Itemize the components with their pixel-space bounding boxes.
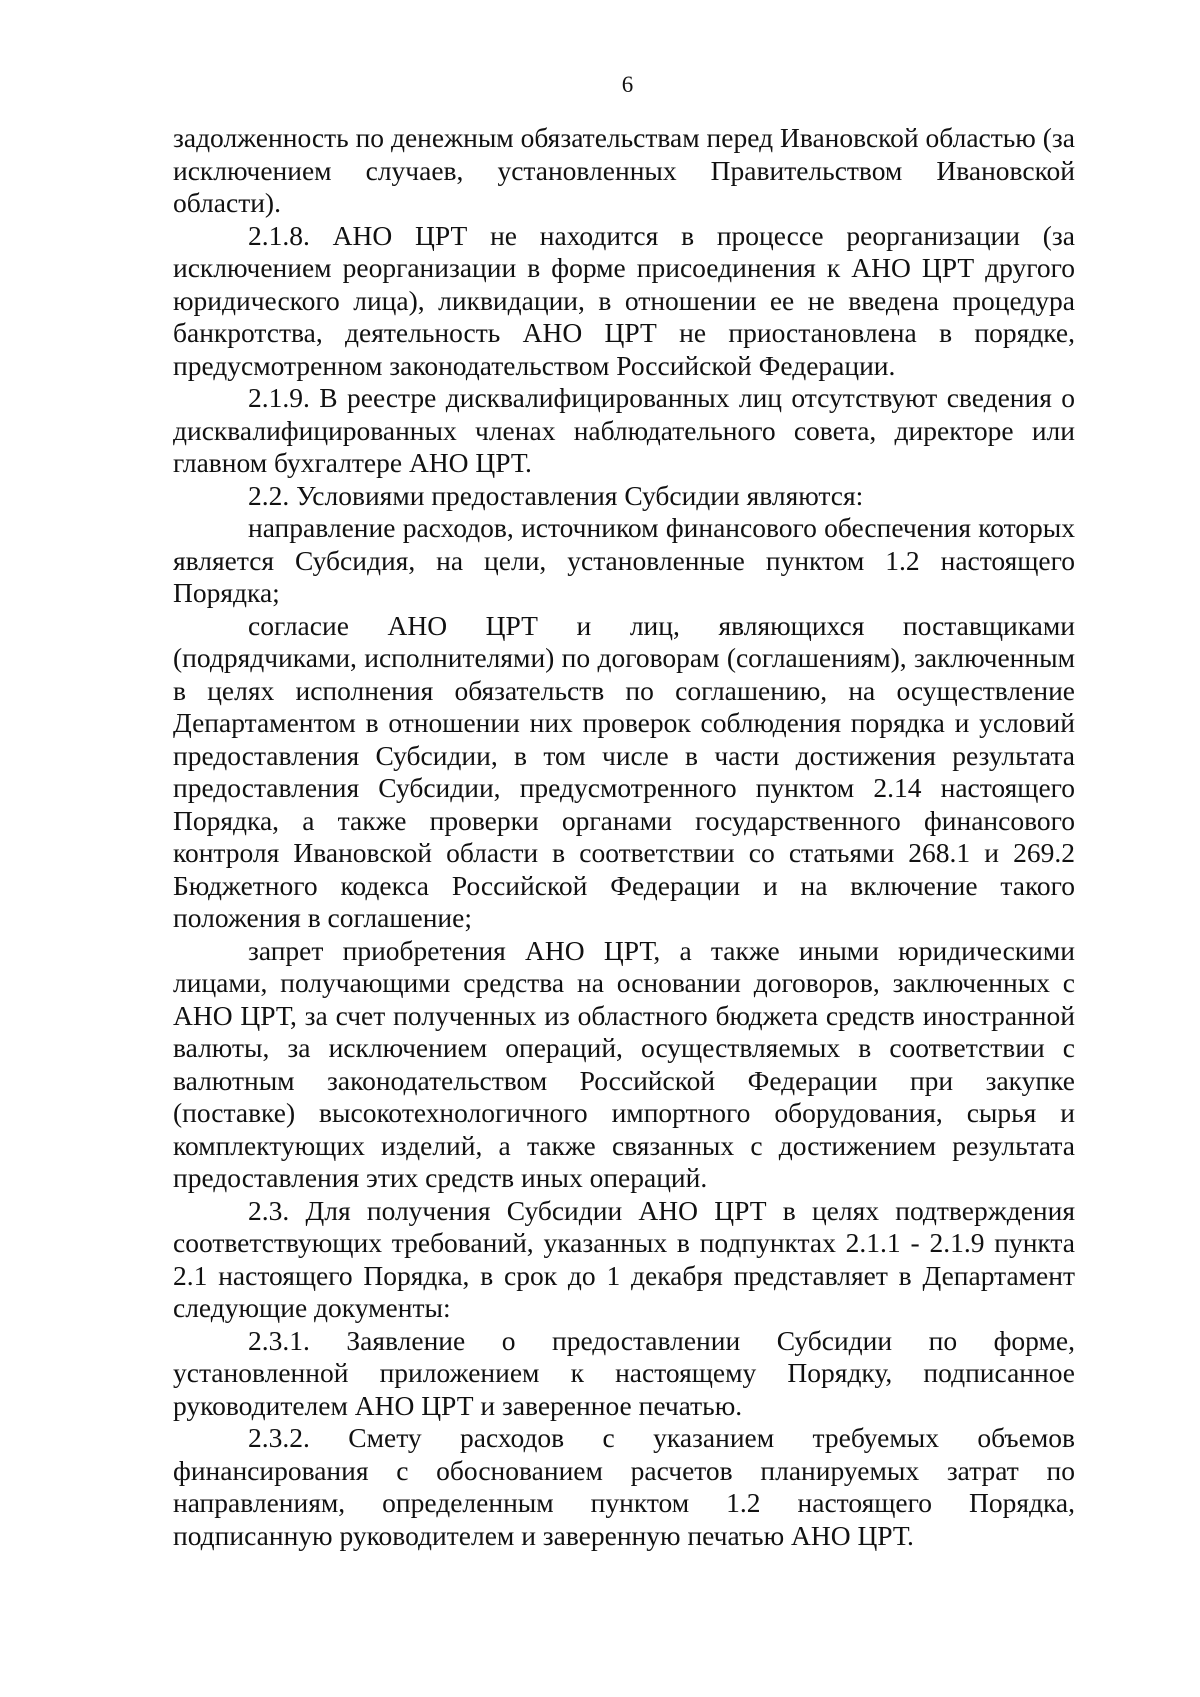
- paragraph-2-1-8: 2.1.8. АНО ЦРТ не находится в процессе реорганизации (за исключением реорганизации в форме присоединения к АНО ЦРТ другого юридического лица), ликвидации, в отношении ее не введена процедура банкротства, деятельность АНО ЦРТ не приостановлена в порядке, предусмотренном законодательством Российской Федерации.: [173, 219, 1075, 381]
- paragraph-2-1-9: 2.1.9. В реестре дисквалифицированных лиц отсутствуют сведения о дисквалифицированных членах наблюдательного совета, директоре или главном бухгалтере АНО ЦРТ.: [173, 382, 1075, 478]
- paragraph-2-3-1: 2.3.1. Заявление о предоставлении Субсидии по форме, установленной приложением к настоящему Порядку, подписанное руководителем АНО ЦРТ и заверенное печатью.: [173, 1324, 1075, 1421]
- paragraph-2-3-2: 2.3.2. Смету расходов с указанием требуемых объемов финансирования с обоснованием расчетов планируемых затрат по направлениям, определенным пунктом 1.2 настоящего Порядка, подписанную руководителем и заверенную печатью АНО ЦРТ.: [173, 1422, 1075, 1551]
- document-body: [173, 122, 1075, 1552]
- paragraph-2-3: 2.3. Для получения Субсидии АНО ЦРТ в целях подтверждения соответствующих требований, указанных в подпунктах 2.1.1 - 2.1.9 пункта 2.1 настоящего Порядка, в срок до 1 декабря представляет в Департамент следующие документы:: [173, 1194, 1075, 1323]
- paragraph-2-2: 2.2. Условиями предоставления Субсидии являются:: [248, 479, 864, 511]
- paragraph-expense-direction: направление расходов, источником финансового обеспечения которых является Субсидия, на цели, установленные пунктом 1.2 настоящего Порядка;: [173, 512, 1075, 608]
- page-number: 6: [621, 72, 634, 97]
- paragraph-consent-to-checks: согласие АНО ЦРТ и лиц, являющихся поставщиками (подрядчиками, исполнителями) по договорам (соглашениям), заключенным в целях исполнения обязательств по соглашению, на осуществление Департаментом в отношении них проверок соблюдения порядка и условий предоставления Субсидии, в том числе в части достижения результата предоставления Субсидии, предусмотренного пунктом 2.14 настоящего Порядка, а также проверки органами государственного финансового контроля Ивановской области в соответствии со статьями 268.1 и 269.2 Бюджетного кодекса Российской Федерации и на включение такого положения в соглашение;: [173, 609, 1075, 933]
- paragraph-currency-ban: запрет приобретения АНО ЦРТ, а также иными юридическими лицами, получающими средства на основании договоров, заключенных с АНО ЦРТ, за счет полученных из областного бюджета средств иностранной валюты, за исключением операций, осуществляемых в соответствии с валютным законодательством Российской Федерации при закупке (поставке) высокотехнологичного импортного оборудования, сырья и комплектующих изделий, а также связанных с достижением результата предоставления этих средств иных операций.: [173, 934, 1075, 1193]
- paragraph-continuation: задолженность по денежным обязательствам перед Ивановской областью (за исключением случаев, установленных Правительством Ивановской области).: [173, 122, 1075, 218]
